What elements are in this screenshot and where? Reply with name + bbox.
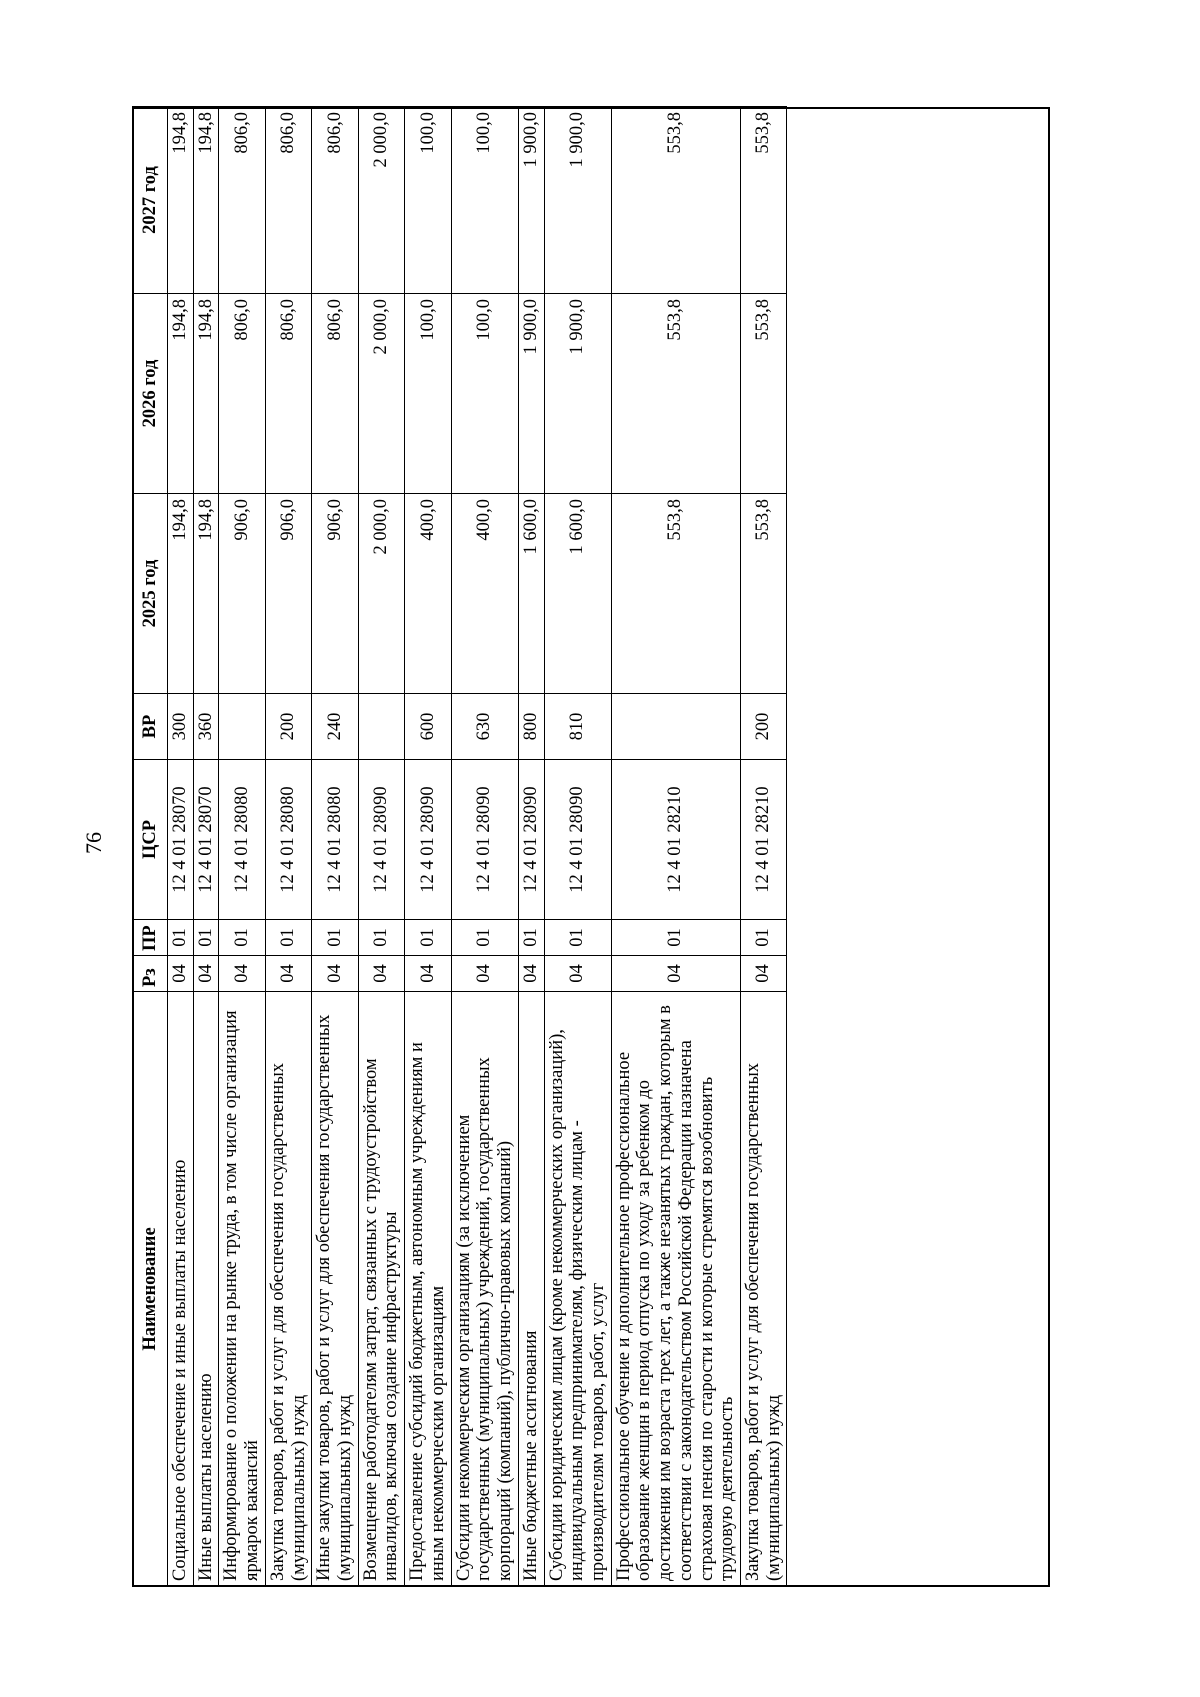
cell-name: Субсидии некоммерческим организациям (за исключением государственных (муниципальных) учреждений, государственных корпораций (компаний), публично-правовых компаний) <box>451 992 518 1587</box>
cell-name: Субсидии юридическим лицам (кроме некоммерческих организаций), индивидуальным предпринимателям, физическим лицам - производителям товаров, работ, услуг <box>544 992 611 1587</box>
cell-rz: 04 <box>358 956 404 992</box>
cell-y2027: 553,8 <box>611 107 740 294</box>
table-body <box>168 107 787 1587</box>
cell-y2027: 806,0 <box>312 107 358 294</box>
cell-pr: 01 <box>193 920 219 956</box>
header-pr: ПР <box>133 920 168 956</box>
cell-csr: 12 4 01 28210 <box>611 760 740 920</box>
table-row <box>518 107 544 1587</box>
table-row <box>544 107 611 1587</box>
cell-csr: 12 4 01 28090 <box>544 760 611 920</box>
cell-y2026: 553,8 <box>740 294 786 494</box>
cell-vr: 200 <box>740 694 786 760</box>
cell-rz: 04 <box>265 956 311 992</box>
cell-csr: 12 4 01 28090 <box>451 760 518 920</box>
cell-pr: 01 <box>518 920 544 956</box>
cell-vr <box>219 694 265 760</box>
cell-name: Социальное обеспечение и иные выплаты населению <box>168 992 194 1587</box>
cell-name: Иные закупки товаров, работ и услуг для обеспечения государственных (муниципальных) нужд <box>312 992 358 1587</box>
header-rz: Рз <box>133 956 168 992</box>
cell-rz: 04 <box>451 956 518 992</box>
cell-y2027: 100,0 <box>405 107 451 294</box>
cell-vr: 300 <box>168 694 194 760</box>
table-row <box>358 107 404 1587</box>
cell-rz: 04 <box>740 956 786 992</box>
cell-vr <box>358 694 404 760</box>
cell-y2027: 806,0 <box>265 107 311 294</box>
cell-name: Профессиональное обучение и дополнительное профессиональное образование женщин в период отпуска по уходу за ребенком до достижения им возраста трех лет, а также незанятых граждан, которым в соответствии с законодательством Российской Федерации назначена страховая пенсия по старости и которые стремятся возобновить трудовую деятельность <box>611 992 740 1587</box>
cell-pr: 01 <box>219 920 265 956</box>
cell-name: Информирование о положении на рынке труда, в том числе организация ярмарок вакансий <box>219 992 265 1587</box>
cell-pr: 01 <box>611 920 740 956</box>
cell-rz: 04 <box>219 956 265 992</box>
cell-y2025: 400,0 <box>451 494 518 694</box>
cell-vr: 200 <box>265 694 311 760</box>
table-row <box>219 107 265 1587</box>
cell-vr: 630 <box>451 694 518 760</box>
cell-y2026: 2 000,0 <box>358 294 404 494</box>
cell-pr: 01 <box>312 920 358 956</box>
table-header-row <box>133 107 168 1587</box>
table-row <box>740 107 786 1587</box>
cell-y2025: 906,0 <box>312 494 358 694</box>
cell-y2025: 553,8 <box>740 494 786 694</box>
cell-pr: 01 <box>405 920 451 956</box>
cell-vr: 240 <box>312 694 358 760</box>
cell-csr: 12 4 01 28070 <box>193 760 219 920</box>
cell-pr: 01 <box>358 920 404 956</box>
table-row <box>312 107 358 1587</box>
cell-pr: 01 <box>451 920 518 956</box>
cell-y2025: 1 600,0 <box>518 494 544 694</box>
cell-y2026: 806,0 <box>219 294 265 494</box>
cell-y2027: 194,8 <box>168 107 194 294</box>
cell-rz: 04 <box>611 956 740 992</box>
cell-y2026: 553,8 <box>611 294 740 494</box>
cell-name: Предоставление субсидий бюджетным, автономным учреждениям и иным некоммерческим организациям <box>405 992 451 1587</box>
cell-y2025: 194,8 <box>193 494 219 694</box>
cell-csr: 12 4 01 28080 <box>219 760 265 920</box>
cell-y2025: 194,8 <box>168 494 194 694</box>
cell-pr: 01 <box>265 920 311 956</box>
cell-y2027: 2 000,0 <box>358 107 404 294</box>
cell-rz: 04 <box>405 956 451 992</box>
cell-y2025: 1 600,0 <box>544 494 611 694</box>
header-2026: 2026 год <box>133 294 168 494</box>
header-csr: ЦСР <box>133 760 168 920</box>
cell-y2026: 1 900,0 <box>544 294 611 494</box>
header-name: Наименование <box>133 992 168 1587</box>
cell-y2027: 1 900,0 <box>544 107 611 294</box>
cell-name: Закупка товаров, работ и услуг для обеспечения государственных (муниципальных) нужд <box>740 992 786 1587</box>
cell-pr: 01 <box>740 920 786 956</box>
cell-y2026: 194,8 <box>193 294 219 494</box>
cell-rz: 04 <box>544 956 611 992</box>
cell-y2025: 906,0 <box>219 494 265 694</box>
cell-csr: 12 4 01 28090 <box>358 760 404 920</box>
cell-y2027: 100,0 <box>451 107 518 294</box>
cell-name: Иные выплаты населению <box>193 992 219 1587</box>
table-row <box>168 107 194 1587</box>
cell-csr: 12 4 01 28070 <box>168 760 194 920</box>
table-row <box>451 107 518 1587</box>
cell-y2026: 100,0 <box>451 294 518 494</box>
cell-csr: 12 4 01 28090 <box>518 760 544 920</box>
cell-vr: 800 <box>518 694 544 760</box>
cell-rz: 04 <box>168 956 194 992</box>
cell-y2026: 806,0 <box>312 294 358 494</box>
cell-vr: 360 <box>193 694 219 760</box>
cell-y2027: 1 900,0 <box>518 107 544 294</box>
cell-y2025: 400,0 <box>405 494 451 694</box>
budget-table <box>132 106 787 1587</box>
cell-csr: 12 4 01 28090 <box>405 760 451 920</box>
cell-csr: 12 4 01 28080 <box>265 760 311 920</box>
cell-csr: 12 4 01 28210 <box>740 760 786 920</box>
cell-rz: 04 <box>193 956 219 992</box>
cell-y2027: 553,8 <box>740 107 786 294</box>
cell-name: Иные бюджетные ассигнования <box>518 992 544 1587</box>
cell-y2026: 1 900,0 <box>518 294 544 494</box>
cell-y2027: 194,8 <box>193 107 219 294</box>
cell-vr <box>611 694 740 760</box>
cell-name: Закупка товаров, работ и услуг для обеспечения государственных (муниципальных) нужд <box>265 992 311 1587</box>
cell-y2026: 806,0 <box>265 294 311 494</box>
table-row <box>193 107 219 1587</box>
header-2025: 2025 год <box>133 494 168 694</box>
header-vr: ВР <box>133 694 168 760</box>
cell-y2025: 553,8 <box>611 494 740 694</box>
cell-y2025: 906,0 <box>265 494 311 694</box>
cell-vr: 810 <box>544 694 611 760</box>
cell-vr: 600 <box>405 694 451 760</box>
cell-pr: 01 <box>168 920 194 956</box>
page-number: 76 <box>81 832 106 854</box>
cell-y2027: 806,0 <box>219 107 265 294</box>
table-row <box>405 107 451 1587</box>
cell-rz: 04 <box>518 956 544 992</box>
cell-pr: 01 <box>544 920 611 956</box>
cell-csr: 12 4 01 28080 <box>312 760 358 920</box>
cell-name: Возмещение работодателям затрат, связанных с трудоустройством инвалидов, включая создание инфраструктуры <box>358 992 404 1587</box>
cell-y2025: 2 000,0 <box>358 494 404 694</box>
cell-y2026: 194,8 <box>168 294 194 494</box>
table-row <box>265 107 311 1587</box>
cell-rz: 04 <box>312 956 358 992</box>
table-row <box>611 107 740 1587</box>
cell-y2026: 100,0 <box>405 294 451 494</box>
rotated-table-container <box>132 107 1050 1587</box>
header-2027: 2027 год <box>133 107 168 294</box>
